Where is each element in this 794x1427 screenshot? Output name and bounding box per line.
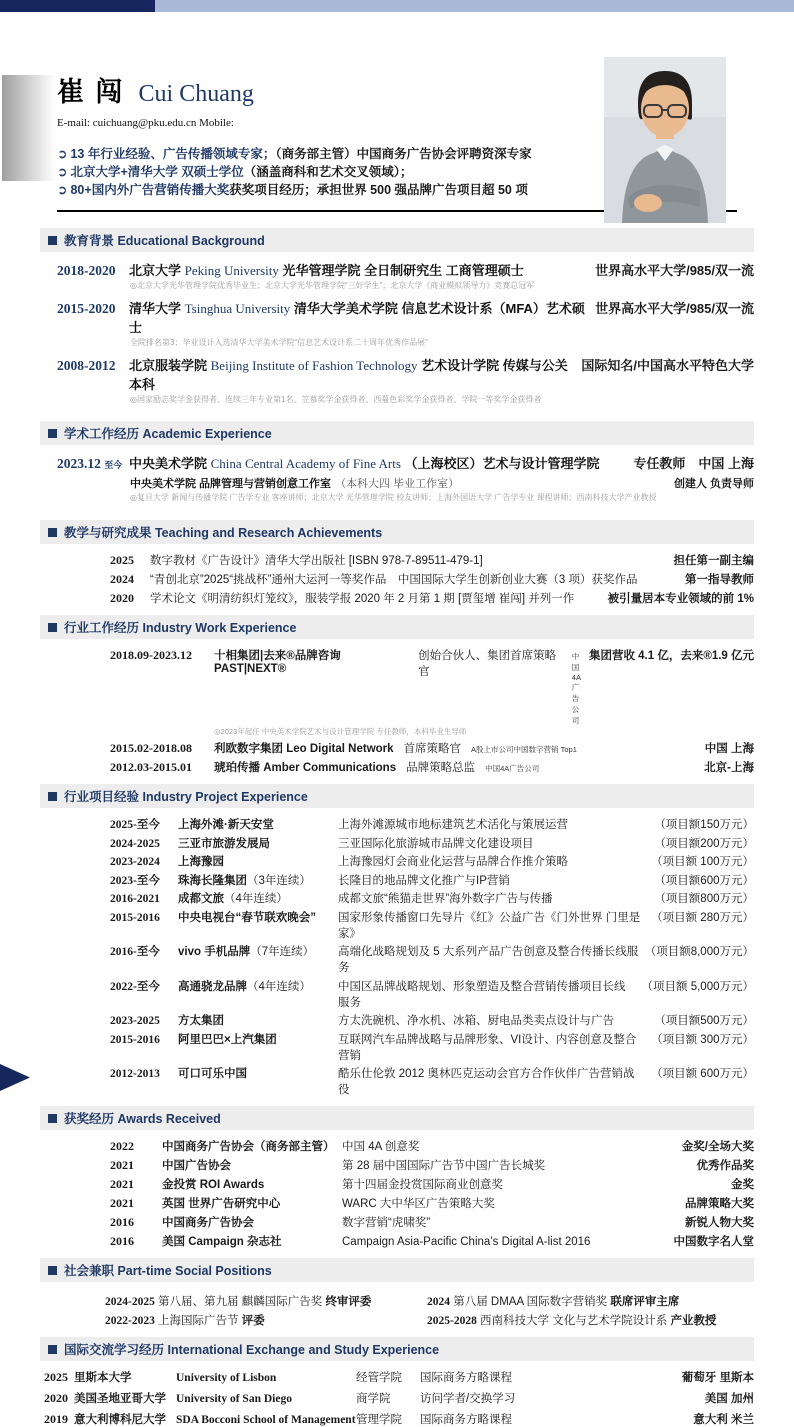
edu-tag: 国际知名/中国高水平特色大学: [581, 358, 754, 373]
edu-program: 清华大学美术学院 信息艺术设计系（MFA）艺术硕士: [129, 301, 585, 335]
social-date: 2025-2028: [427, 1315, 477, 1327]
teaching-text: 学术论文《明清纺织灯笼纹》，服装学报 2020 年 2 月第 1 期 [贾玺增 崔闯] 并列一作: [150, 593, 575, 605]
award-year: 2021: [110, 1196, 134, 1210]
award-org: 金投赏 ROI Awards: [162, 1179, 265, 1191]
bullet-text: 获奖项目经历；承担世界 500 强品牌广告项目超 50 项: [229, 183, 528, 198]
edu-title: [129, 260, 587, 279]
bullet-highlight: 80+国内外广告营销传播大奖: [70, 183, 230, 198]
intl-year: 2019: [44, 1412, 68, 1426]
left-decorative-block: [2, 75, 57, 181]
project-client: [178, 978, 338, 994]
teaching-row: [40, 552, 754, 568]
profile-photo-illustration: [604, 57, 726, 223]
award-row: [40, 1214, 754, 1230]
project-date: 2023-2025: [110, 1015, 160, 1027]
teaching-row: [40, 590, 754, 606]
project-row: [40, 909, 754, 941]
project-amount: （项目额600万元）: [654, 874, 754, 887]
award-result: 金奖: [731, 1179, 754, 1191]
project-desc: 上海外滩源城市地标建筑艺术活化与策展运营: [338, 819, 568, 831]
teaching-year: 2020: [110, 591, 134, 605]
social-text: 上海国际广告节: [154, 1315, 242, 1327]
industry-date: 2012.03-2015.01: [110, 760, 192, 774]
project-amount: （项目额800万元）: [654, 893, 754, 905]
edu-school-cn: 清华大学: [129, 301, 182, 316]
project-date: 2023-至今: [110, 874, 160, 887]
project-desc: 互联网汽车品牌战略与品牌形象、VI设计、内容创意及整合营销: [338, 1033, 637, 1062]
teaching-row: [40, 571, 754, 587]
project-client: [178, 835, 338, 851]
edu-date: 2018-2020: [57, 263, 116, 278]
international-row: [40, 1390, 754, 1406]
award-result: 新锐人物大奖: [685, 1217, 754, 1229]
award-name: 第 28 届中国国际广告节中国广告长城奖: [342, 1160, 546, 1172]
project-row: [40, 835, 754, 851]
teaching-year: 2025: [110, 553, 134, 567]
project-row: [40, 1012, 754, 1028]
project-client-name: 阿里巴巴×上汽集团: [178, 1033, 277, 1046]
section-marker-icon: [48, 792, 57, 801]
project-client-extra: （4年连续）: [247, 980, 311, 993]
award-year: 2021: [110, 1177, 134, 1191]
project-client-name: 珠海长隆集团: [178, 874, 247, 887]
social-role: 评委: [241, 1315, 265, 1327]
award-result: 品牌策略大奖: [685, 1198, 754, 1210]
education-row: [40, 260, 754, 279]
award-row: [40, 1176, 754, 1192]
industry-tag: 中国4A广告公司: [485, 764, 540, 773]
project-row: [40, 816, 754, 832]
industry-tag: 中国4A广告公司: [571, 652, 581, 725]
award-year: 2016: [110, 1234, 134, 1248]
section-title: 行业工作经历 Industry Work Experience: [64, 621, 297, 635]
summary-bullets: [57, 145, 597, 199]
social-item: [105, 1293, 427, 1309]
project-client-name: 上海豫园: [178, 856, 224, 868]
edu-program: 艺术设计学院 传媒与公关本科: [129, 358, 568, 392]
project-amount: （项目额 5,000万元）: [641, 980, 754, 993]
project-client-name: 可口可乐中国: [178, 1068, 247, 1080]
section-title: 获奖经历 Awards Received: [64, 1112, 221, 1126]
project-desc: 中国区品牌战略规划、形象塑造及整合营销传播项目长线服务: [338, 980, 626, 1009]
edu-title: [129, 298, 587, 336]
award-row: [40, 1157, 754, 1173]
education-row: [40, 355, 754, 393]
project-client-name: 中央电视台“春节联欢晚会”: [178, 911, 316, 924]
project-row: [40, 978, 754, 1010]
award-name: 中国 4A 创意奖: [342, 1141, 420, 1153]
section-marker-icon: [48, 429, 57, 438]
project-desc: 高端化战略规划及 5 大系列产品广告创意及整合传播长线服务: [338, 946, 639, 974]
project-client: [178, 909, 338, 925]
award-org: 中国广告协会: [162, 1160, 231, 1172]
project-desc: 长隆目的地品牌文化推广与IP营销: [338, 874, 510, 887]
teaching-role: 第一指导教师: [685, 574, 754, 586]
award-row: [40, 1233, 754, 1249]
profile-photo: [604, 57, 726, 223]
edu-school-en: Tsinghua University: [184, 301, 291, 316]
teaching-role: 担任第一副主编: [673, 555, 754, 567]
acad-date: [57, 456, 129, 472]
social-columns: [40, 1290, 754, 1328]
award-name: 数字营销“虎啸奖”: [342, 1217, 431, 1229]
project-date: 2015-2016: [110, 1033, 160, 1046]
award-row: [40, 1138, 754, 1154]
project-date: 2024-2025: [110, 837, 160, 850]
arrow-bullet-icon: ➲: [57, 147, 68, 161]
header: [57, 70, 597, 199]
project-amount: （项目额8,000万元）: [644, 946, 754, 958]
award-name: 第十四届金投赏国际商业创意奖: [342, 1179, 503, 1191]
academic-row: [40, 453, 754, 472]
teaching-role: 被引量居本专业领域的前 1%: [607, 593, 754, 605]
acad-studio: 中央美术学院 品牌管理与营销创意工作室: [130, 478, 332, 490]
project-client-extra: （3年连续）: [247, 874, 311, 887]
contact-line: E-mail: cuichuang@pku.edu.cn Mobile:: [57, 117, 234, 129]
summary-bullet: [57, 181, 597, 199]
industry-company: 利欧数字集团 Leo Digital Network: [214, 743, 394, 755]
project-amount: （项目额 300万元）: [651, 1033, 754, 1046]
industry-row: [40, 647, 754, 726]
edu-note: ◎国家励志奖学金获得者、连续三年专业第1名、笠慕奖学金获得者、西蔓色彩奖学金获得者、学院一等奖学金获得者: [130, 395, 542, 404]
intl-school-en: SDA Bocconi School of Management: [176, 1414, 356, 1426]
social-column-right: [427, 1290, 754, 1328]
social-text: 西南科技大学 文化与艺术学院设计系: [476, 1315, 671, 1327]
edu-note: 全院排名第3；毕业设计入选清华大学美术学院“信息艺术设计系二十周年优秀作品展”: [130, 338, 428, 347]
industry-result: 集团营收 4.1 亿，去来®1.9 亿元: [588, 650, 754, 662]
award-year: 2021: [110, 1158, 134, 1172]
bullet-highlight: 13 年行业经验、广告传播领域专家；: [70, 147, 276, 161]
social-text: 第八届 DMAA 国际数字营销奖: [450, 1296, 611, 1308]
project-client-extra: （7年连续）: [250, 946, 315, 958]
international-row: [40, 1369, 754, 1385]
intl-school-en: University of San Diego: [176, 1393, 292, 1405]
industry-tag: A股上市公司中国数字营销 Top1: [471, 745, 577, 754]
project-client: [178, 890, 338, 906]
edu-program: 光华管理学院 全日制研究生 工商管理硕士: [282, 263, 524, 278]
intl-program: 国际商务方略课程: [420, 1372, 512, 1384]
intl-location: 美国 加州: [704, 1393, 754, 1405]
intl-school-en: University of Lisbon: [176, 1372, 277, 1384]
project-desc: 上海豫园灯会商业化运营与品牌合作推介策略: [338, 856, 568, 868]
industry-result: 中国 上海: [704, 743, 754, 755]
industry-row: [40, 740, 754, 756]
project-date: 2025-至今: [110, 819, 160, 831]
section-marker-icon: [48, 1345, 57, 1354]
award-result: 优秀作品奖: [696, 1160, 754, 1172]
edu-school-en: Peking University: [184, 263, 279, 278]
summary-bullet: [57, 163, 597, 181]
intl-school-cn: 意大利博科尼大学: [74, 1414, 166, 1426]
summary-bullet: [57, 145, 597, 163]
teaching-text: “青创北京”2025“挑战杯”通州大运河一等奖作品 中国国际大学生创新创业大赛（3 项）获奖作品: [150, 574, 638, 586]
project-client-name: 高通骁龙品牌: [178, 980, 247, 993]
intl-school-cn: 里斯本大学: [74, 1372, 132, 1384]
project-client-name: 方太集团: [178, 1015, 224, 1027]
award-year: 2022: [110, 1139, 134, 1153]
social-role: 产业教授: [670, 1315, 717, 1327]
award-name: WARC 大中华区广告策略大奖: [342, 1198, 495, 1210]
section-marker-icon: [48, 623, 57, 632]
section-header-education: [40, 228, 754, 252]
project-amount: （项目额150万元）: [654, 819, 754, 831]
project-row: [40, 872, 754, 888]
project-date: 2016-2021: [110, 893, 160, 905]
project-desc: 三亚国际化旅游城市品牌文化建设项目: [338, 837, 534, 850]
topbar-accent-right: [155, 0, 794, 12]
section-title: 教学与研究成果 Teaching and Research Achievements: [64, 526, 383, 540]
acad-note: ◎复旦大学 新闻与传播学院 广告学专业 客座讲师；北京大学 光华管理学院 校友讲师；上海外国语大学 广告学专业 课程讲师；西南科技大学产业教授: [130, 493, 657, 502]
award-org: 中国商务广告协会: [162, 1217, 254, 1229]
project-amount: （项目额500万元）: [654, 1015, 754, 1027]
project-client: [178, 872, 338, 888]
project-date: 2023-2024: [110, 856, 160, 868]
award-result: 金奖/全场大奖: [681, 1141, 754, 1153]
project-client: [178, 943, 338, 959]
section-marker-icon: [48, 1114, 57, 1123]
project-desc: 成都文旅“熊猫走世界”海外数字广告与传播: [338, 893, 553, 905]
name-chinese: 崔 闯: [57, 77, 125, 107]
section-title: 行业项目经验 Industry Project Experience: [64, 790, 308, 804]
industry-date: 2015.02-2018.08: [110, 741, 192, 755]
project-desc: 方太洗碗机、净水机、冰箱、厨电品类卖点设计与广告: [338, 1015, 614, 1027]
section-marker-icon: [48, 236, 57, 245]
edu-tag: 世界高水平大学/985/双一流: [595, 301, 754, 316]
project-amount: （项目额 100万元）: [651, 856, 754, 868]
section-marker-icon: [48, 528, 57, 537]
project-date: 2012-2013: [110, 1068, 160, 1080]
social-text: 第八届、第九届 麒麟国际广告奖: [154, 1296, 326, 1308]
intl-school-cn: 美国圣地亚哥大学: [74, 1393, 166, 1405]
international-row: [40, 1411, 754, 1427]
industry-note: ◎2023年起任 中央美术学院艺术与设计管理学院 专任教师，本科毕业生导师: [214, 727, 467, 736]
social-item: [427, 1293, 754, 1309]
social-role: 终审评委: [325, 1296, 372, 1308]
acad-school-en: China Central Academy of Fine Arts: [210, 456, 401, 471]
acad-studio-note: （本科大四 毕业工作室）: [335, 478, 460, 490]
project-client: [178, 1031, 338, 1047]
project-row: [40, 890, 754, 906]
acad-dept: （上海校区）艺术与设计管理学院: [404, 456, 600, 471]
industry-result: 北京-上海: [704, 762, 754, 774]
project-client-name: vivo 手机品牌: [178, 946, 251, 958]
bullet-highlight: 北京大学+清华大学 双硕士学位: [70, 165, 244, 180]
project-client-name: 三亚市旅游发展局: [178, 837, 270, 850]
corner-triangle-decoration: [0, 1064, 30, 1091]
section-header-projects: [40, 784, 754, 808]
teaching-year: 2024: [110, 572, 134, 586]
edu-school-en: Beijing Institute of Fashion Technology: [210, 358, 418, 373]
award-row: [40, 1195, 754, 1211]
edu-tag: 世界高水平大学/985/双一流: [595, 263, 754, 278]
project-date: 2015-2016: [110, 911, 160, 924]
project-row: [40, 943, 754, 975]
project-desc: 国家形象传播窗口先导片《红》公益广告《门外世界 门里是家》: [338, 911, 641, 940]
intl-program: 国际商务方略课程: [420, 1414, 512, 1426]
award-org: 英国 世界广告研究中心: [162, 1198, 281, 1210]
arrow-bullet-icon: ➲: [57, 183, 68, 198]
industry-role: 首席策略官: [403, 743, 462, 755]
project-client-name: 成都文旅: [178, 893, 224, 905]
industry-role: 创始合伙人、集团首席策略官: [418, 650, 557, 678]
social-date: 2024-2025: [105, 1296, 155, 1308]
teaching-text: 数字教材《广告设计》清华大学出版社 [ISBN 978-7-89511-479-1]: [150, 555, 483, 567]
industry-company: 十相集团|去来®品牌咨询 PAST|NEXT®: [214, 650, 341, 675]
project-date: 2022-至今: [110, 980, 160, 993]
social-role: 联席评审主席: [610, 1296, 680, 1308]
project-amount: （项目额200万元）: [654, 837, 754, 850]
project-date: 2016-至今: [110, 946, 160, 958]
award-result: 中国数字名人堂: [673, 1236, 754, 1248]
industry-date: 2018.09-2023.12: [110, 648, 192, 662]
industry-company: 琥珀传播 Amber Communications: [214, 762, 397, 774]
section-header-teaching: [40, 520, 754, 544]
intl-location: 葡萄牙 里斯本: [681, 1372, 754, 1384]
project-client-name: 上海外滩·新天安堂: [178, 819, 274, 831]
name-line: [57, 70, 597, 109]
social-item: [427, 1312, 754, 1328]
industry-row: [40, 759, 754, 775]
project-row: [40, 1031, 754, 1063]
intl-dept: 商学院: [356, 1393, 391, 1405]
social-date: 2022-2023: [105, 1315, 155, 1327]
award-org: 美国 Campaign 杂志社: [162, 1236, 282, 1248]
social-column-left: [105, 1290, 427, 1328]
edu-date: 2008-2012: [57, 358, 116, 373]
project-amount: （项目额 280万元）: [651, 911, 754, 924]
intl-dept: 管理学院: [356, 1414, 402, 1426]
section-title: 教育背景 Educational Background: [64, 234, 265, 248]
intl-location: 意大利 米兰: [693, 1414, 754, 1426]
main-content: [40, 228, 754, 1427]
section-title: 国际交流学习经历 International Exchange and Study Experience: [64, 1343, 440, 1357]
acad-position: 专任教师 中国 上海: [633, 456, 754, 471]
bullet-text: （商务部主管）中国商务广告协会评聘资深专家: [275, 147, 532, 161]
project-amount: （项目额 600万元）: [651, 1068, 754, 1080]
education-row: [40, 298, 754, 336]
acad-date-suffix: 至今: [104, 460, 123, 470]
section-header-international: [40, 1337, 754, 1361]
edu-date: 2015-2020: [57, 301, 116, 316]
acad-studio-role: 创建人 负责导师: [673, 478, 754, 490]
award-org: 中国商务广告协会（商务部主管）: [162, 1141, 335, 1153]
edu-title: [129, 355, 573, 393]
award-year: 2016: [110, 1215, 134, 1229]
award-name: Campaign Asia-Pacific China’s Digital A-list 2016: [342, 1236, 591, 1248]
project-row: [40, 1065, 754, 1097]
social-item: [105, 1312, 427, 1328]
academic-sub-row: [40, 475, 754, 491]
acad-date-value: 2023.12: [57, 456, 101, 471]
edu-note: ◎北京大学光华管理学院优秀毕业生；北京大学光华管理学院“三好学生”；北京大学《商业模拟领导力》竞赛总冠军: [130, 281, 535, 290]
edu-school-cn: 北京服装学院: [129, 358, 208, 373]
section-title: 学术工作经历 Academic Experience: [64, 427, 272, 441]
project-client-extra: （4年连续）: [224, 893, 288, 905]
acad-title: [129, 453, 625, 472]
section-marker-icon: [48, 1266, 57, 1275]
acad-school-cn: 中央美术学院: [129, 456, 208, 471]
project-client: [178, 816, 338, 832]
intl-year: 2020: [44, 1391, 68, 1405]
name-english: Cui Chuang: [138, 81, 254, 107]
arrow-bullet-icon: ➲: [57, 165, 68, 180]
edu-school-cn: 北京大学: [129, 263, 182, 278]
section-header-industry-work: [40, 615, 754, 639]
topbar-accent-left: [0, 0, 155, 12]
section-header-academic: [40, 421, 754, 445]
project-client: [178, 1065, 338, 1081]
social-date: 2024: [427, 1296, 450, 1308]
section-header-awards: [40, 1106, 754, 1130]
project-row: [40, 853, 754, 869]
intl-program: 访问学者/交换学习: [420, 1393, 516, 1405]
section-header-social: [40, 1258, 754, 1282]
industry-role: 品牌策略总监: [406, 762, 476, 774]
intl-dept: 经管学院: [356, 1372, 402, 1384]
section-title: 社会兼职 Part-time Social Positions: [64, 1264, 272, 1278]
intl-year: 2025: [44, 1370, 68, 1384]
bullet-text: （涵盖商科和艺术交叉领域）；: [243, 165, 413, 180]
project-client: [178, 853, 338, 869]
project-client: [178, 1012, 338, 1028]
project-desc: 酷乐仕伦敦 2012 奥林匹克运动会官方合作伙伴广告营销战役: [338, 1068, 635, 1096]
